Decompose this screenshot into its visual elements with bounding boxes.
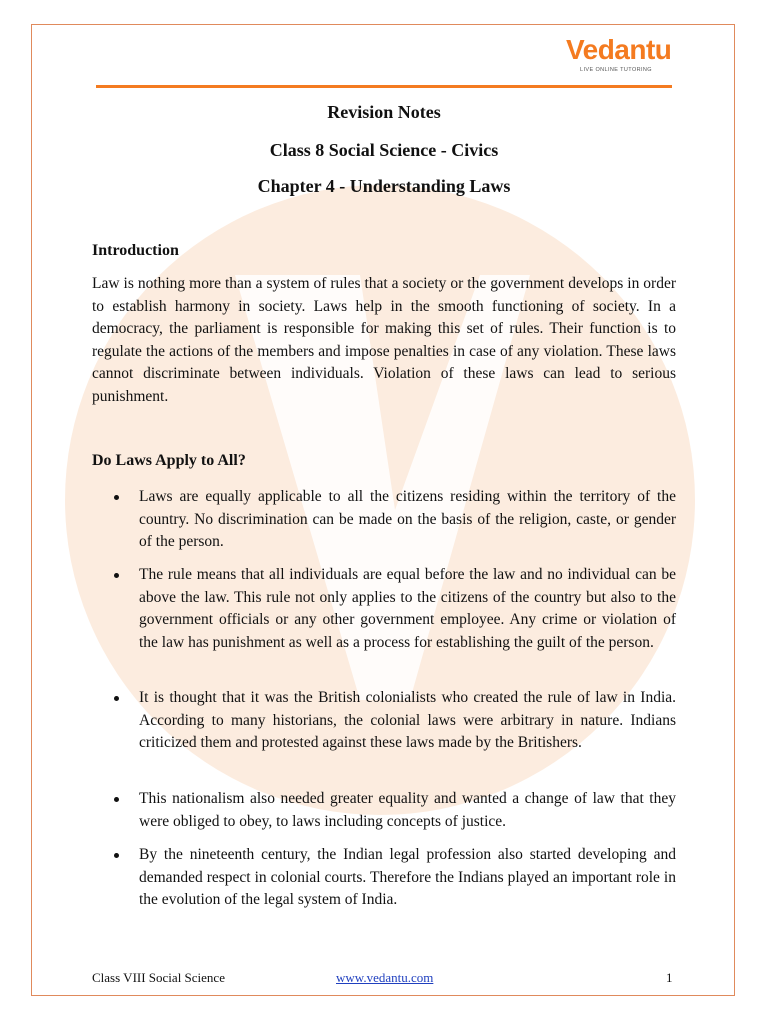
- section-heading-apply-to-all: Do Laws Apply to All?: [92, 452, 246, 469]
- introduction-paragraph: Law is nothing more than a system of rules that a society or the government develops in order to establish harmony in society. Laws help in the smooth functioning of society. In a democracy, the parliament is responsible for making this set of rules. Their function is to regulate the actions of the members and impose penalties in case of any violation. These laws cannot discriminate between individuals. Violation of these laws can lead to serious punishment.: [92, 275, 676, 405]
- doc-title: Revision Notes: [327, 102, 441, 122]
- vedantu-logo[interactable]: [566, 36, 676, 76]
- list-item-text: It is thought that it was the British colonialists who created the rule of law in India. According to many historians, the colonial laws were arbitrary in nature. Indians criticized them and protested against these laws made by the Britishers.: [139, 689, 676, 752]
- page-number: 1: [666, 970, 673, 985]
- list-item: [114, 687, 676, 755]
- bullet-icon: [114, 495, 119, 500]
- footer-website-link[interactable]: www.vedantu.com: [336, 970, 434, 985]
- list-item-text: Laws are equally applicable to all the citizens residing within the territory of the country. No discrimination can be made on the basis of the religion, caste, or gender of the person.: [139, 488, 676, 551]
- list-item: [114, 564, 676, 654]
- bullet-icon: [114, 573, 119, 578]
- footer-left-text: Class VIII Social Science: [92, 970, 225, 985]
- section-heading-introduction: Introduction: [92, 242, 179, 259]
- list-item: [114, 486, 676, 554]
- list-item: [114, 788, 676, 833]
- list-item: [114, 844, 676, 912]
- header-rule: [96, 85, 672, 88]
- list-item-text: By the nineteenth century, the Indian legal profession also started developing and demanded respect in colonial courts. Therefore the Indians played an important role in the evolution of the legal system of India.: [139, 846, 676, 909]
- bullet-icon: [114, 696, 119, 701]
- bullet-icon: [114, 797, 119, 802]
- bullet-icon: [114, 853, 119, 858]
- list-item-text: This nationalism also needed greater equality and wanted a change of law that they were obliged to obey, to laws including concepts of justice.: [139, 790, 676, 830]
- logo-tagline: LIVE ONLINE TUTORING: [580, 67, 652, 73]
- list-item-text: The rule means that all individuals are equal before the law and no individual can be above the law. This rule not only applies to the citizens of the country but also to the government officials or any other government employee. Any crime or violation of the law has punishment as well as a process for establishing the guilt of the person.: [139, 566, 676, 651]
- doc-subtitle-chapter: Chapter 4 - Understanding Laws: [257, 176, 511, 196]
- logo-wordmark: Vedantu: [566, 34, 672, 65]
- doc-subtitle-class: Class 8 Social Science - Civics: [269, 140, 499, 160]
